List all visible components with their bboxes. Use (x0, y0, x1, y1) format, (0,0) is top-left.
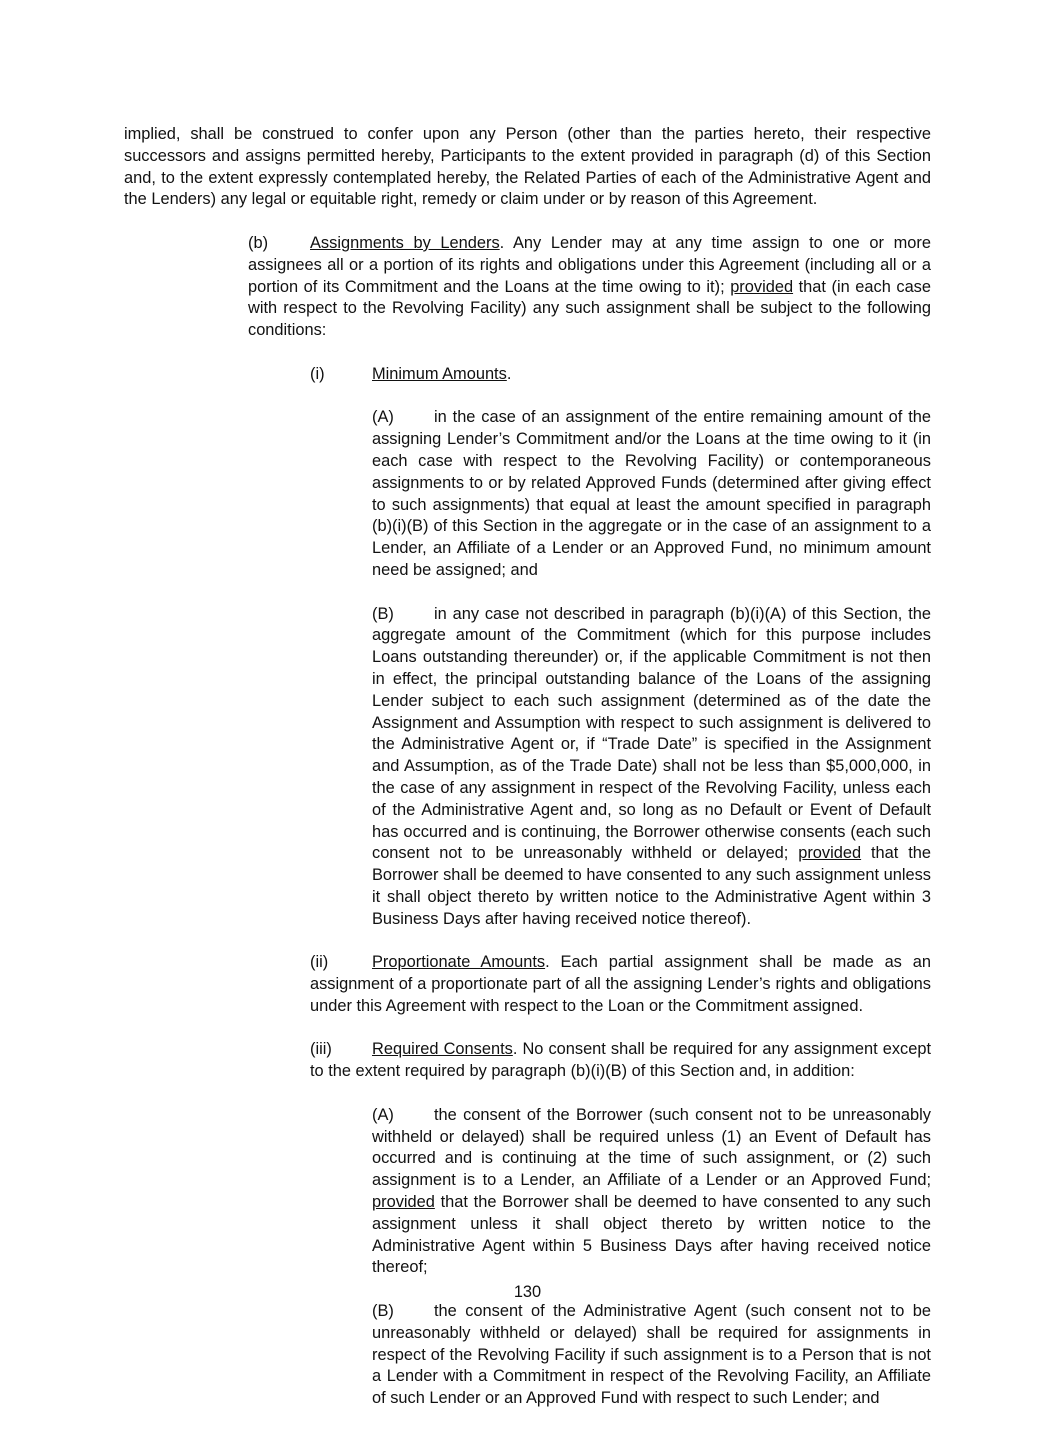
paragraph-text: the consent of the Borrower (such consent not to be unreasonably withheld or delayed) shall be required unless (1) an Event of Default has occurred and is continuing at the time of such assignment, or (2) such assignment is to a Lender, an Affiliate of a Lender or an Approved Fund; (372, 1105, 931, 1190)
paragraph-marker: (b) (248, 233, 269, 252)
paragraph-marker: (A) (372, 408, 394, 427)
paragraph-text: . Any Lender may at any time assign to one or more assignees all or a portion of its rights and obligations under this Agreement (including all or a portion of its Commitment and the Loans at the time owing to it); (248, 233, 931, 296)
paragraph-i-B (124, 604, 931, 931)
paragraph-marker: (i) (310, 364, 325, 383)
paragraph-iii-A (124, 1105, 931, 1279)
paragraph-marker: (B) (372, 1302, 394, 1321)
paragraph-text: that the Borrower shall be deemed to have consented to any such assignment unless it shall object thereto by written notice to the Administrative Agent within 5 Business Days after having received notice thereof; (372, 1193, 931, 1277)
section-heading: Required Consents (372, 1040, 513, 1059)
paragraph-marker: (ii) (310, 953, 329, 972)
paragraph-marker: (iii) (310, 1040, 332, 1059)
paragraph-iii-required-consents (124, 1039, 931, 1083)
paragraph-continuation (124, 124, 931, 211)
section-heading: Proportionate Amounts (372, 953, 546, 972)
paragraph-text: the consent of the Administrative Agent (such consent not to be unreasonably withheld or delayed) shall be required for assignments in respect of the Revolving Facility if such assignment is to a Person that is not a Lender with a Commitment in respect of the Revolving Facility, an Affiliate of such Lender or an Approved Fund with respect to such Lender; and (372, 1302, 931, 1408)
paragraph-text: implied, shall be construed to confer upon any Person (other than the parties hereto, their respective successors and assigns permitted hereby, Participants to the extent provided in paragraph (d) of this Section and, to the extent expressly contemplated hereby, the Related Parties of each of the Administrative Agent and the Lenders) any legal or equitable right, remedy or claim under or by reason of this Agreement. (124, 125, 931, 209)
paragraph-text: in any case not described in paragraph (b)(i)(A) of this Section, the aggregate amount of the Commitment (which for this purpose includes Loans outstanding thereunder) or, if the applicable Commitment is not then in effect, the principal outstanding balance of the Loans of the assigning Lender subject to each such assignment (determined as of the date the Assignment and Assumption with respect to such assignment is delivered to the Administrative Agent or, if “Trade Date” is specified in the Assignment and Assumption, as of the Trade Date) shall not be less than $5,000,000, in the case of any assignment in respect of the Revolving Facility, unless each of the Administrative Agent and, so long as no Default or Event of Default has occurred and is continuing, the Borrower otherwise consents (each such consent not to be unreasonably withheld or delayed; (372, 604, 931, 863)
document-page (124, 124, 931, 1432)
paragraph-b-assignments-by-lenders (124, 233, 931, 342)
paragraph-i-A (124, 407, 931, 581)
paragraph-iii-B (124, 1301, 931, 1410)
section-heading: Assignments by Lenders (310, 233, 500, 252)
paragraph-text: in the case of an assignment of the entire remaining amount of the assigning Lender’s Commitment and/or the Loans at the time owing to it (in each case with respect to the Revolving Facility) or contemporaneous assignments to or by related Approved Funds (determined after giving effect to such assignments) that equal at least the amount specified in paragraph (b)(i)(B) of this Section in the aggregate or in the case of an assignment to a Lender, an Affiliate of a Lender or an Approved Fund, no minimum amount need be assigned; and (372, 408, 931, 579)
section-heading: Minimum Amounts (372, 364, 507, 383)
page-number: 130 (513, 1283, 542, 1301)
paragraph-text: that the Borrower shall be deemed to have consented to any such assignment unless it shall object thereto by written notice to the Administrative Agent within 3 Business Days after having received notice thereof). (372, 844, 931, 928)
paragraph-text: . Each partial assignment shall be made as an assignment of a proportionate part of all the assigning Lender’s rights and obligations under this Agreement with respect to the Loan or the Commitment assigned. (310, 953, 931, 1015)
paragraph-text: . (506, 364, 512, 383)
paragraph-ii-proportionate-amounts (124, 952, 931, 1017)
provided-term: provided (372, 1193, 435, 1212)
paragraph-marker: (A) (372, 1105, 394, 1124)
paragraph-text: that (in each case with respect to the Revolving Facility) any such assignment shall be subject to the following conditions: (248, 277, 931, 340)
paragraph-i-minimum-amounts (124, 364, 931, 386)
provided-term: provided (798, 844, 862, 863)
provided-term: provided (730, 277, 794, 296)
paragraph-text: . No consent shall be required for any assignment except to the extent required by paragraph (b)(i)(B) of this Section and, in addition: (310, 1040, 931, 1081)
paragraph-marker: (B) (372, 604, 394, 623)
